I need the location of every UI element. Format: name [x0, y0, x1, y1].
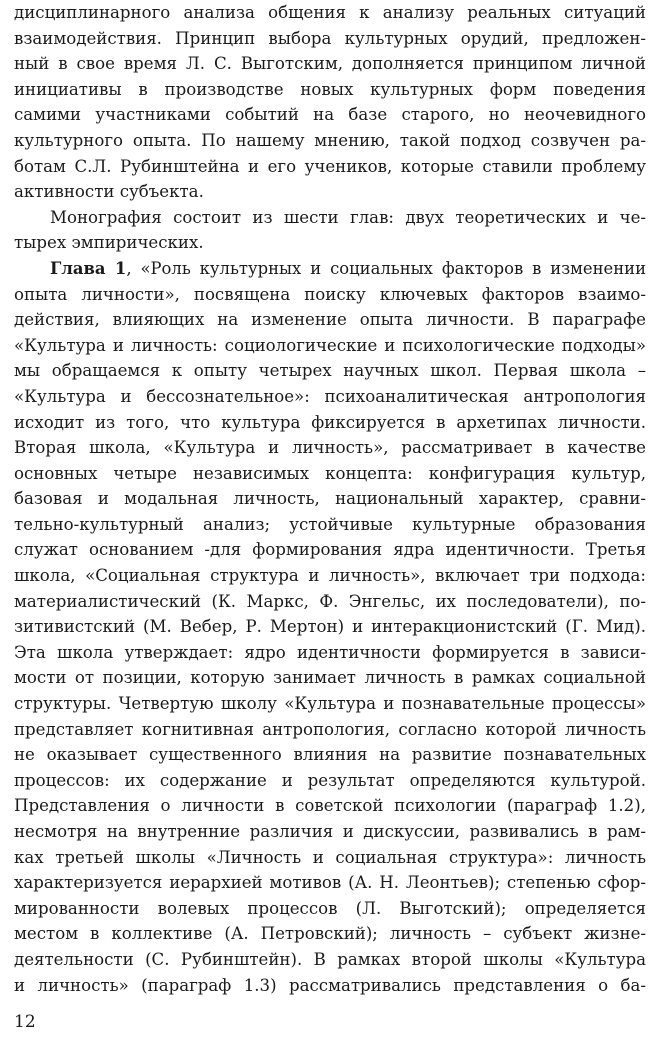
- text-line: «Культура и бессознательное»: психоаналитическая антропология: [14, 386, 646, 406]
- text-line: тырех эмпирических.: [14, 233, 204, 253]
- text-line: зитивистский (М. Вебер, Р. Мертон) и интеракционистский (Г. Мид).: [14, 617, 646, 637]
- text-line: не оказывает существенного влияния на развитие познавательных: [14, 745, 646, 765]
- text-line: характеризуется иерархией мотивов (А. Н. Леонтьев); степенью сфор-: [14, 873, 646, 893]
- text-run: , «Роль культурных и социальных факторов в изменении: [126, 258, 646, 278]
- text-line: деятельности (С. Рубинштейн). В рамках второй школы «Культура: [14, 949, 646, 969]
- text-line: инициативы в производстве новых культурных форм поведения: [14, 79, 646, 99]
- text-line: ный в свое время Л. С. Выготским, дополняется принципом личной: [14, 54, 646, 74]
- text-line: ботам С.Л. Рубинштейна и его учеников, которые ставили проблему: [14, 156, 646, 176]
- page-number: 12: [14, 1012, 36, 1032]
- chapter-heading-inline: Глава 1: [50, 258, 127, 278]
- paragraph-2: [14, 205, 646, 256]
- text-line: базовая и модальная личность, национальный характер, сравни-: [14, 489, 646, 509]
- text-line: основных четыре независимых концепта: конфигурация культур,: [14, 463, 646, 483]
- text-line: исходит из того, что культура фиксируется в архетипах личности.: [14, 412, 646, 432]
- text-line: «Культура и личность: социологические и психологические подходы»: [14, 335, 646, 355]
- text-line: представляет когнитивная антропология, согласно которой личность: [14, 719, 646, 739]
- text-line: тельно-культурный анализ; устойчивые культурные образования: [14, 514, 646, 534]
- text-line: самими участниками событий на базе старого, но неочевидного: [14, 105, 646, 125]
- paragraph-1: [14, 0, 646, 205]
- text-line: несмотря на внутренние различия и дискуссии, развивались в рам-: [14, 822, 646, 841]
- text-line: служат основанием -для формирования ядра идентичности. Третья: [14, 540, 646, 560]
- document-page: [14, 0, 646, 998]
- text-line: Вторая школа, «Культура и личность», рассматривает в качестве: [14, 438, 646, 458]
- text-line: активности субъекта.: [14, 182, 204, 202]
- text-line: школа, «Социальная структура и личность», включает три подхода:: [14, 566, 646, 586]
- text-line: ках третьей школы «Личность и социальная структура»: личность: [14, 847, 646, 867]
- text-line: опыта личности», посвящена поиску ключевых факторов взаимо-: [14, 284, 646, 304]
- text-line: [14, 256, 646, 282]
- text-line: Представления о личности в советской психологии (параграф 1.2),: [14, 796, 646, 816]
- text-line: мы обращаемся к опыту четырех научных школ. Первая школа –: [14, 361, 646, 381]
- text-line: мости от позиции, которую занимает личность в рамках социальной: [14, 668, 646, 688]
- text-line: мированности волевых процессов (Л. Выготский); определяется: [14, 898, 646, 918]
- text-line: дисциплинарного анализа общения к анализу реальных ситуаций: [14, 3, 646, 22]
- text-line: местом в коллективе (А. Петровский); личность – субъект жизне-: [14, 924, 646, 944]
- text-line: материалистический (К. Маркс, Ф. Энгельс, их последователи), по-: [14, 591, 646, 611]
- text-line: Монография состоит из шести глав: двух теоретических и че-: [50, 207, 646, 227]
- paragraph-3: [14, 256, 646, 998]
- text-line: культурного опыта. По нашему мнению, такой подход созвучен ра-: [14, 130, 646, 150]
- text-line: структуры. Четвертую школу «Культура и познавательные процессы»: [14, 694, 646, 714]
- text-line: и личность» (параграф 1.3) рассматривались представления о ба-: [14, 975, 646, 995]
- text-line: процессов: их содержание и результат определяются культурой.: [14, 770, 646, 790]
- text-line: взаимодействия. Принцип выбора культурных орудий, предложен-: [14, 28, 646, 48]
- text-line: Эта школа утверждает: ядро идентичности формируется в зависи-: [14, 642, 646, 662]
- text-line: действия, влияющих на изменение опыта личности. В параграфе: [14, 310, 646, 330]
